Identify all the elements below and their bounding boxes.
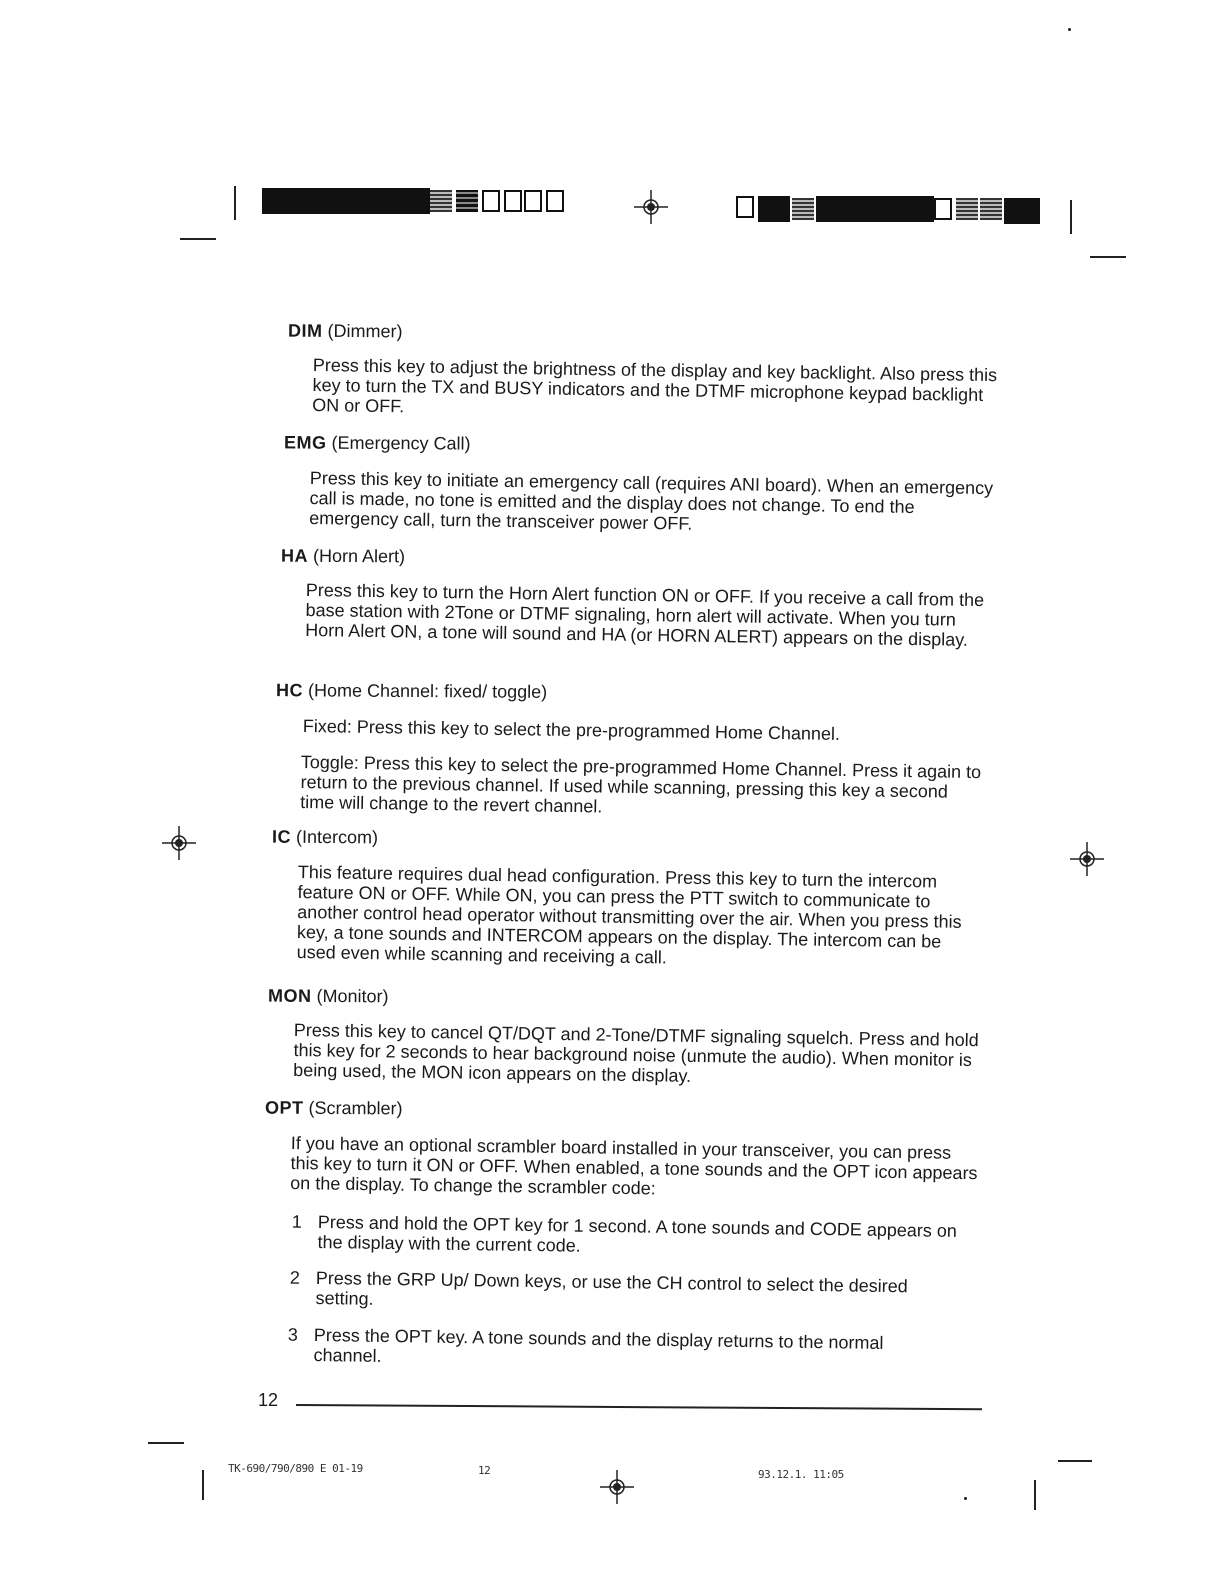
step-item [287, 1324, 953, 1374]
crop-mark-top-right-h [1090, 256, 1126, 258]
key-label: (Dimmer) [327, 320, 403, 342]
header-box-right-1 [736, 196, 754, 218]
key-label: (Monitor) [316, 985, 389, 1007]
key-label: (Home Channel: fixed/ toggle) [307, 680, 548, 702]
crop-mark-top-right [1070, 200, 1072, 234]
speck [1068, 28, 1071, 31]
key-name: HA [280, 545, 309, 566]
footer-file-id: TK-690/790/890 E 01-19 [228, 1462, 363, 1475]
entry-title-mon [268, 985, 389, 1008]
header-bar-right-c [1004, 198, 1040, 224]
step-item [289, 1267, 955, 1317]
entry-body-emg: Press this key to initiate an emergency call (requires ANI board). When an emergency call is made, no tone is emitted and the display does not change. To end the emergency call, turn the transceiver power OFF. [309, 468, 994, 534]
footer-timestamp: 93.12.1. 11:05 [758, 1468, 844, 1481]
header-bar-right-b [816, 196, 934, 222]
key-label: (Horn Alert) [312, 545, 406, 567]
entry-body-hc-toggle: Toggle: Press this key to select the pre-programmed Home Channel. Press it again to return to the previous channel. If used while scanning, pressing this key a second time will change to the revert channel. [300, 752, 982, 817]
key-label: (Scrambler) [308, 1097, 403, 1119]
entry-body-dim: Press this key to adjust the brightness of the display and key backlight. Also press this key to turn the TX and BUSY indicators and the DTMF microphone keypad backlight ON or OFF. [312, 355, 998, 417]
entry-body-ha: Press this key to turn the Horn Alert function ON or OFF. If you receive a call from the base station with 2Tone or DTMF signaling, horn alert will activate. When you turn Horn Alert ON, a tone will sound and HA (or HORN ALERT) appears on the display. [305, 580, 985, 650]
page-rule [296, 1404, 982, 1410]
entry-body-mon: Press this key to cancel QT/DQT and 2-Tone/DTMF signaling squelch. Press and hold this key for 2 seconds to hear background noise (unmute the audio). When monitor is being used, the MON icon appears on the display. [293, 1020, 979, 1086]
header-pattern-right-3 [980, 198, 1002, 220]
header-box-right-2 [934, 198, 952, 220]
key-label: (Emergency Call) [331, 432, 471, 454]
key-name: DIM [287, 320, 323, 341]
step-text: Press the GRP Up/ Down keys, or use the CH control to select the desired setting. [315, 1268, 908, 1309]
entry-body-ic: This feature requires dual head configuration. Press this key to turn the intercom feature ON or OFF. While ON, you can press the PTT switch to communicate to another control head operator without transmitting over the air. When you press this key, a tone sounds and INTERCOM appears on the display. The intercom can be used even while scanning and receiving a call. [296, 862, 962, 968]
step-number: 3 [287, 1324, 299, 1345]
header-pattern-left-2 [456, 190, 478, 212]
entry-body-hc-fixed: Fixed: Press this key to select the pre-programmed Home Channel. [302, 716, 841, 744]
key-name: IC [271, 826, 292, 847]
entry-title-ha [281, 545, 405, 568]
entry-body-opt: If you have an optional scrambler board installed in your transceiver, you can press this key to turn it ON or OFF. When enabled, a tone sounds and the OPT icon appears on the display. To change the scrambler code: [290, 1133, 978, 1199]
crop-mark-bottom-right [1034, 1480, 1036, 1510]
registration-target-icon [600, 1470, 634, 1504]
crop-mark-bottom-left [202, 1470, 204, 1500]
header-bar-left [262, 188, 430, 214]
crop-mark-bottom-right-h [1058, 1460, 1092, 1462]
key-name: OPT [264, 1097, 304, 1118]
key-name: MON [267, 985, 312, 1006]
page-number: 12 [258, 1390, 279, 1410]
step-text: Press the OPT key. A tone sounds and the display returns to the normal channel. [313, 1325, 884, 1366]
registration-target-icon [634, 190, 668, 224]
footer-page: 12 [478, 1464, 491, 1477]
step-number: 2 [289, 1267, 301, 1288]
speck [964, 1497, 967, 1500]
step-item [291, 1211, 958, 1261]
header-box-left-4 [546, 190, 564, 212]
registration-target-icon [162, 826, 196, 860]
key-label: (Intercom) [295, 826, 379, 848]
key-name: EMG [283, 432, 327, 453]
header-box-left-3 [524, 190, 542, 212]
entry-title-ic [272, 826, 378, 849]
step-text: Press and hold the OPT key for 1 second. A tone sounds and CODE appears on the display with the current code. [317, 1212, 958, 1256]
header-box-left-2 [504, 190, 522, 212]
entry-title-dim [288, 320, 403, 343]
entry-title-opt [265, 1097, 403, 1120]
entry-title-hc [276, 679, 547, 703]
crop-mark-top-left-h [180, 238, 216, 240]
entry-title-emg [284, 431, 471, 454]
header-bar-right-a [758, 196, 790, 222]
crop-mark-top-left [234, 186, 236, 220]
crop-mark-bottom-left-h [148, 1442, 184, 1444]
step-number: 1 [291, 1211, 303, 1232]
header-pattern-left-1 [430, 190, 452, 212]
header-box-left-1 [482, 190, 500, 212]
header-pattern-right-2 [956, 198, 978, 220]
key-name: HC [275, 680, 304, 701]
header-pattern-right-1 [792, 198, 814, 220]
registration-target-icon [1070, 842, 1104, 876]
